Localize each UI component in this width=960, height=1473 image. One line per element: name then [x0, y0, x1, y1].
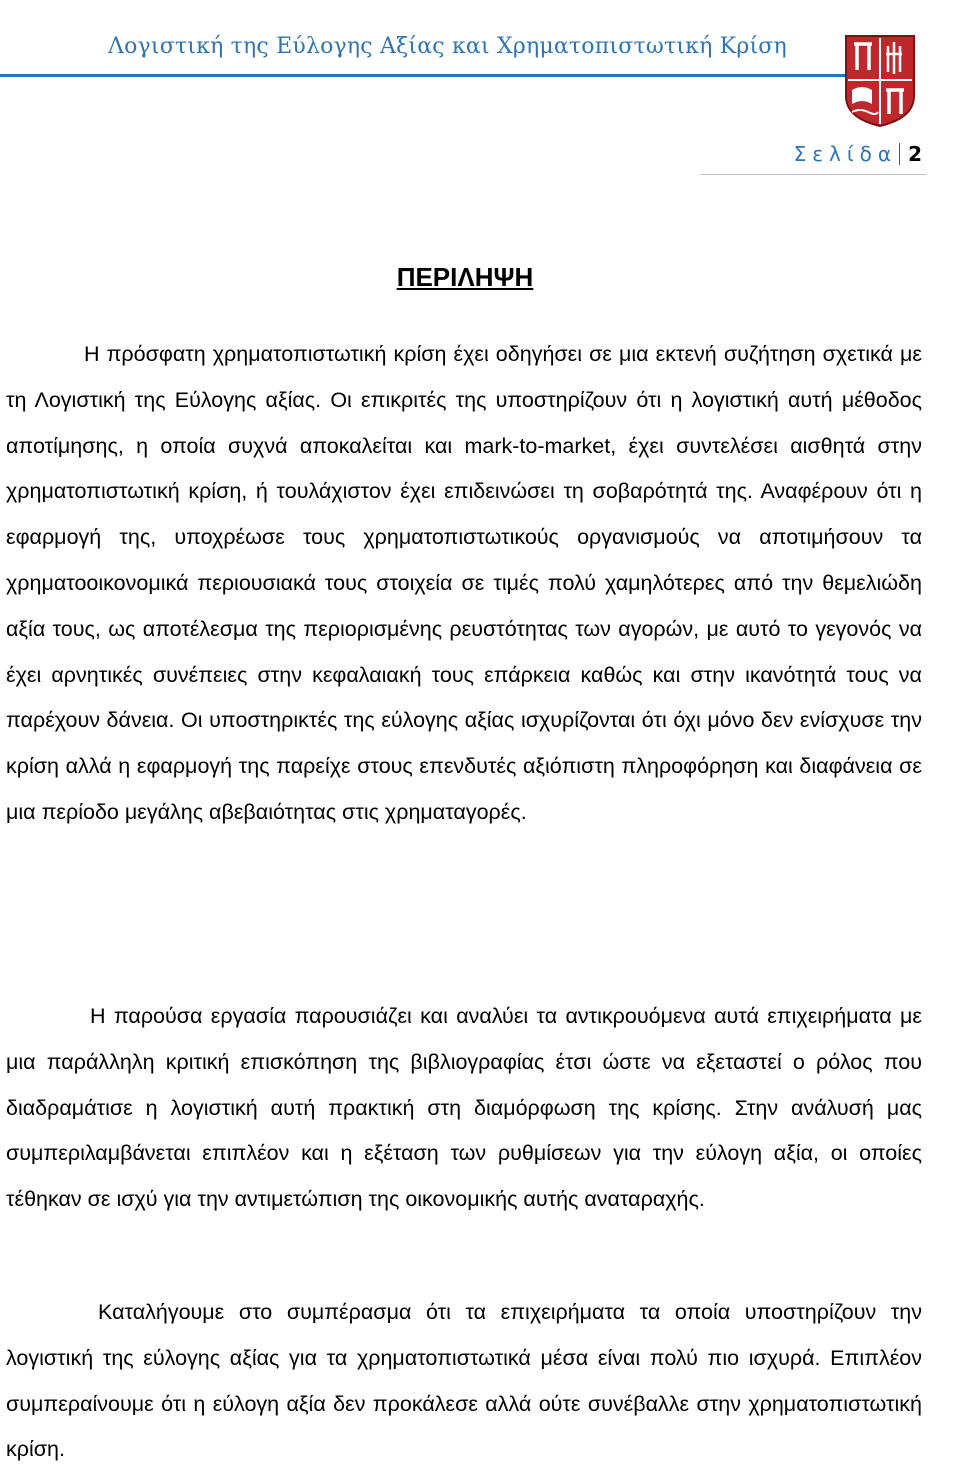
header-title: Λογιστική της Εύλογης Αξίας και Χρηματοπιστωτική Κρίση	[108, 34, 787, 59]
paragraph-3: Καταλήγουμε στο συμπέρασμα ότι τα επιχειρήματα τα οποία υποστηρίζουν την λογιστική της εύλογης αξίας για τα χρηματοπιστωτικά μέσα είναι πολύ πιο ισχυρά. Επιπλέον συμπεραίνουμε ότι η εύλογη αξία δεν προκάλεσε αλλά ούτε συνέβαλλε στην χρηματοπιστωτική κρίση.	[6, 1300, 922, 1462]
page-number: 2	[908, 142, 922, 166]
section-heading: ΠΕΡΙΛΗΨΗ	[396, 262, 534, 292]
page-number-indicator	[794, 142, 922, 166]
page-label: Σελίδα	[793, 142, 898, 166]
paragraph-1: Η πρόσφατη χρηματοπιστωτική κρίση έχει οδηγήσει σε μια εκτενή συζήτηση σχετικά με τη Λογιστική της Εύλογης αξίας. Οι επικριτές της υποστηρίζουν ότι η λογιστική αυτή μέθοδος αποτίμησης, η οποία συχνά αποκαλείται και mark-to-market, έχει συντελέσει αισθητά στην χρηματοπιστωτική κρίση, ή τουλάχιστον έχει επιδεινώσει τη σοβαρότητά της. Αναφέρουν ότι η εφαρμογή της, υποχρέωσε τους χρηματοπιστωτικούς οργανισμούς να αποτιμήσουν τα χρηματοοικονομικά περιουσιακά τους στοιχεία σε τιμές πολύ χαμηλότερες από την θεμελιώδη αξία τους, ως αποτέλεσμα της περιορισμένης ρευστότητας των αγορών, με αυτό το γεγονός να έχει αρνητικές συνέπειες στην κεφαλαιακή τους επάρκεια καθώς και στην ικανότητά τους να παρέχουν δάνεια. Οι υποστηρικτές της εύλογης αξίας ισχυρίζονται ότι όχι μόνο δεν ενίσχυσε την κρίση αλλά η εφαρμογή της παρείχε στους επενδυτές αξιόπιστη πληροφόρηση και διαφάνεια σε μια περίοδο μεγάλης αβεβαιότητας στις χρηματαγορές.	[6, 342, 922, 824]
page-number-rule	[700, 174, 926, 175]
page-separator	[899, 143, 900, 165]
university-shield-logo	[844, 34, 916, 128]
paragraph-2: Η παρούσα εργασία παρουσιάζει και αναλύει τα αντικρουόμενα αυτά επιχειρήματα με μια παράλληλη κριτική επισκόπηση της βιβλιογραφίας έτσι ώστε να εξεταστεί ο ρόλος που διαδραμάτισε η λογιστική αυτή πρακτική στη διαμόρφωση της κρίσης. Στην ανάλυσή μας συμπεριλαμβάνεται επιπλέον και η εξέταση των ρυθμίσεων για την εύλογη αξία, οι οποίες τέθηκαν σε ισχύ για την αντιμετώπιση της οικονομικής αυτής αναταραχής.	[6, 1004, 922, 1212]
header-divider	[0, 74, 845, 77]
